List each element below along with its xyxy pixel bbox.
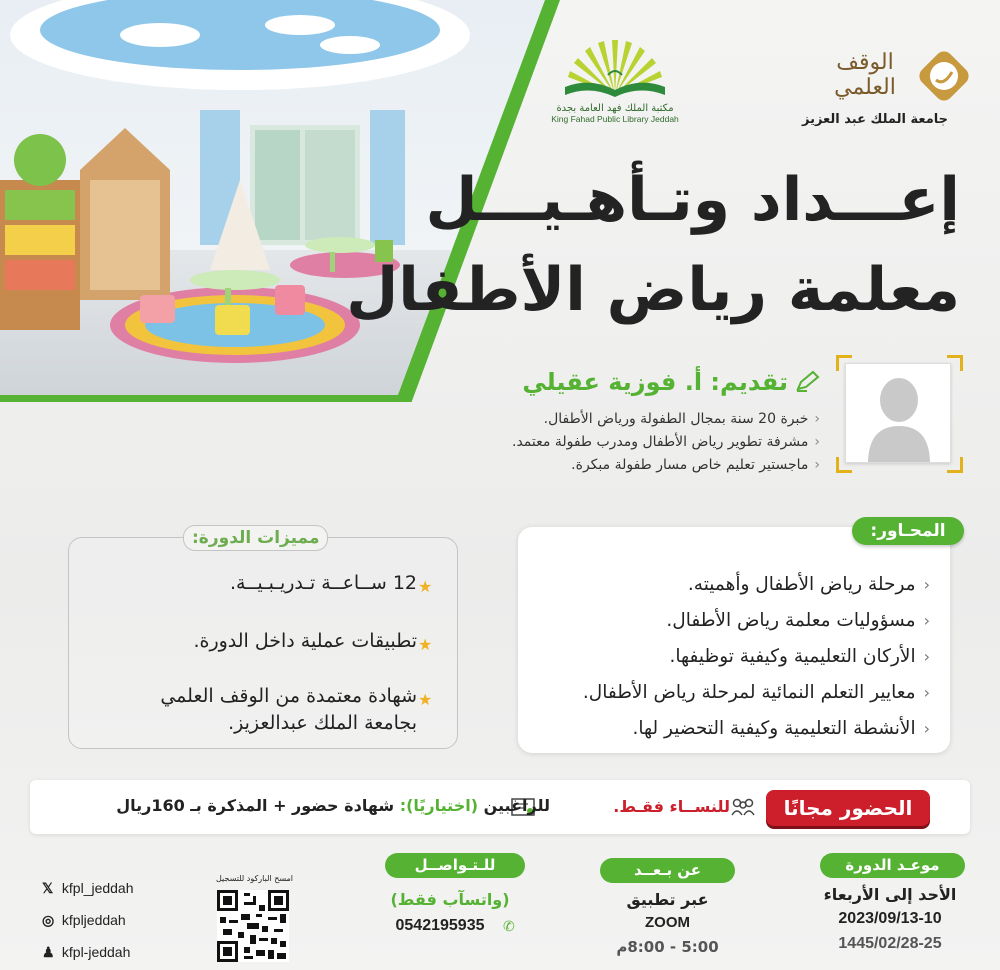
king-fahad-library-logo (535, 35, 695, 135)
x-icon: 𝕏 (42, 880, 54, 896)
axes-box (518, 527, 950, 753)
star-icon: ★ (418, 635, 433, 654)
women-group-icon (730, 797, 756, 817)
zoom-label: ZOOM (645, 914, 690, 931)
waqf-emblem-icon (918, 50, 970, 102)
phone-number[interactable]: 0542195935 (395, 917, 485, 934)
social-snapchat[interactable] (42, 944, 130, 961)
features-title: مميزات الدورة: (183, 525, 328, 551)
social-x[interactable] (42, 880, 134, 897)
women-only-text: للنســاء فقـط. (613, 797, 730, 816)
title-line-1: إعـــداد وتـأهـيـــل (425, 165, 960, 235)
instagram-handle: kfpljeddah (61, 912, 126, 928)
gregorian-date: 2023/09/13-10 (838, 910, 942, 927)
star-icon: ★ (418, 690, 433, 709)
university-name: جامعة الملك عبد العزيز (802, 112, 948, 127)
frame-corner (836, 355, 852, 371)
remote-title: عن بـعــد (600, 858, 735, 883)
axes-item: ‹ الأركان التعليمية وكيفية توظيفها. (583, 639, 930, 675)
frame-corner (947, 457, 963, 473)
frame-corner (836, 457, 852, 473)
feature-item: 12 ســاعــة تـدريـبـيــة. (229, 572, 417, 594)
instagram-icon: ◎ (42, 912, 55, 928)
bio-item: ‹ مشرفة تطوير رياض الأطفال ومدرب طفولة معتمد. (420, 431, 820, 454)
social-instagram[interactable] (42, 912, 126, 929)
contact-title: للـتـواصــل (385, 853, 525, 878)
optional-certificate-text (116, 796, 550, 815)
library-name-english: King Fahad Public Library Jeddah (551, 114, 679, 124)
whatsapp-icon: ✆ (503, 919, 515, 935)
waqf-university-logo (800, 40, 970, 140)
title-line-2: معلمة رياض الأطفال (346, 255, 960, 325)
snapchat-handle: kfpl-jeddah (61, 944, 131, 960)
snapchat-icon: ♟ (42, 944, 55, 960)
date-title: موعـد الدورة (820, 853, 965, 878)
optional-rest: شهادة حضور + المذكرة بـ 160ريال (116, 796, 395, 815)
presenter-avatar (845, 363, 951, 463)
axes-title: المحـاور: (852, 517, 964, 545)
axes-item: ‹ معايير التعلم النمائية لمرحلة رياض الأطفال. (583, 675, 930, 711)
x-handle: kfpl_jeddah (61, 880, 134, 896)
library-name-arabic: مكتبة الملك فهد العامة بجدة (556, 103, 674, 114)
feature-item: بجامعة الملك عبدالعزيز. (228, 712, 417, 734)
whatsapp-only: (واتسآب فقط) (390, 890, 510, 909)
free-attendance-badge: الحضور مجانًا (766, 790, 930, 826)
optional-prefix: للراغبين (483, 796, 550, 815)
axes-item: ‹ مسؤوليات معلمة رياض الأطفال. (583, 603, 930, 639)
registration-qr-code[interactable] (217, 890, 289, 962)
axes-item: ‹ مرحلة رياض الأطفال وأهميته. (583, 567, 930, 603)
bio-item: ‹ خبرة 20 سنة بمجال الطفولة ورياض الأطفال. (420, 408, 820, 431)
feature-item: شهادة معتمدة من الوقف العلمي (160, 685, 417, 707)
frame-corner (947, 355, 963, 371)
waqf-name: الوقف العلمي (834, 50, 896, 100)
bio-item: ‹ ماجستير تعليم خاص مسار طفولة مبكرة. (420, 454, 820, 477)
axes-list (583, 567, 930, 747)
star-icon: ★ (418, 577, 433, 596)
pen-icon (795, 370, 821, 392)
axes-item: ‹ الأنشطة التعليمية وكيفية التحضير لها. (583, 711, 930, 747)
optional-highlight: (اختياريًا): (399, 796, 479, 815)
presenter-bio (420, 408, 820, 477)
presenter-name: تقديم: أ. فوزية عقيلي (522, 368, 788, 396)
hijri-date: 1445/02/28-25 (838, 935, 942, 952)
feature-item: تطبيقات عملية داخل الدورة. (193, 630, 417, 652)
qr-caption: امسح الباركود للتسجيل (215, 874, 294, 883)
course-days: الأحد إلى الأربعاء (823, 885, 957, 904)
app-label: عبر تطبيق (626, 890, 709, 909)
time-label: 5:00 - 8:00م (616, 938, 719, 956)
